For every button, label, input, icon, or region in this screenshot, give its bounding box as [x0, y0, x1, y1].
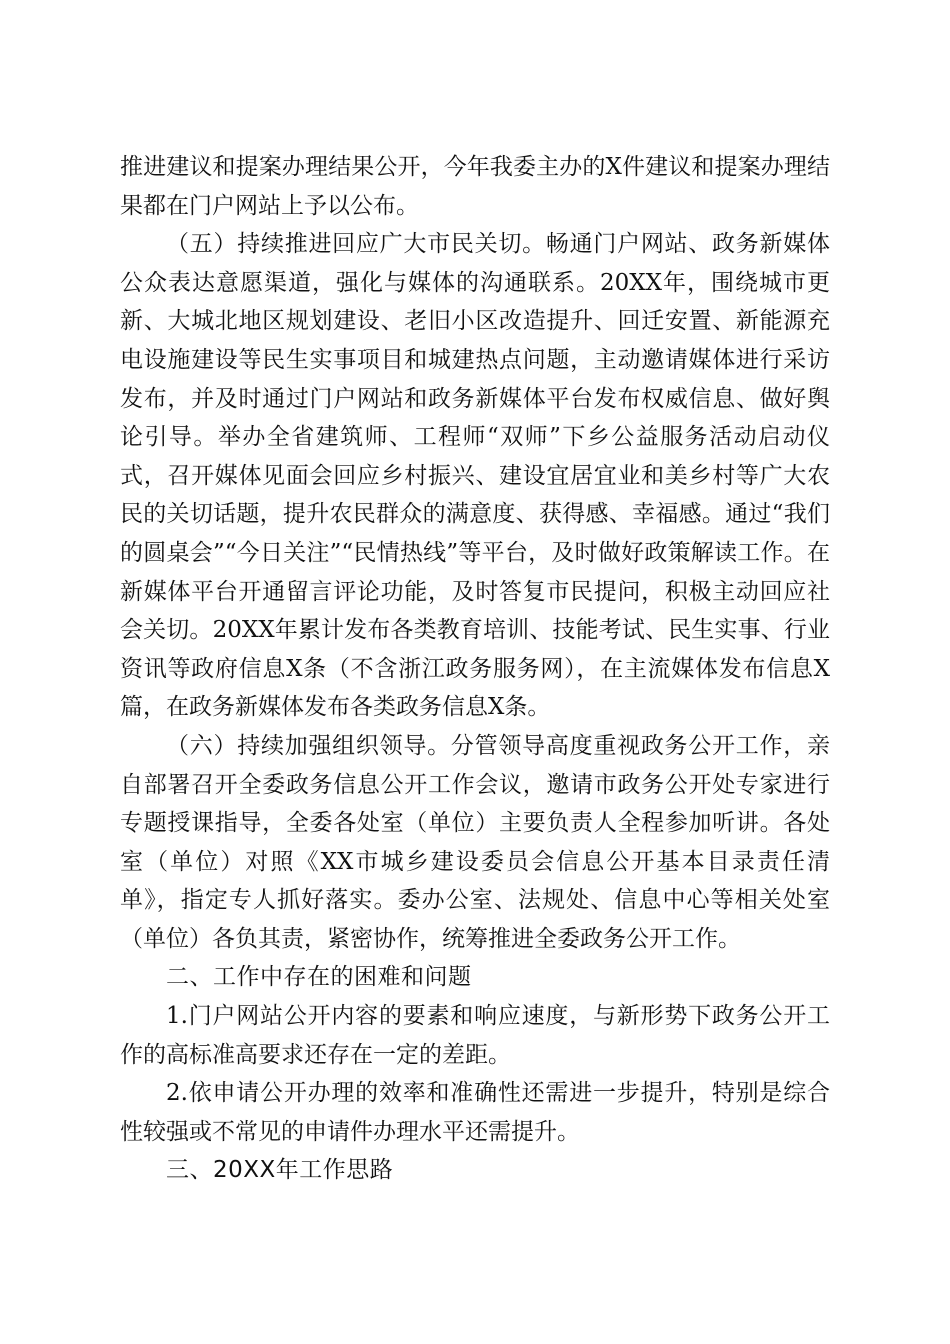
problem-item-1: 1.门户网站公开内容的要素和响应速度，与新形势下政务公开工作的高标准高要求还存在一定的差距。 [120, 1003, 830, 1068]
paragraph-item-5: （五）持续推进回应广大市民关切。畅通门户网站、政务新媒体公众表达意愿渠道，强化与媒体的沟通联系。20XX年，围绕城市更新、大城北地区规划建设、老旧小区改造提升、回迁安置、新能源充电设施建设等民生实事项目和城建热点问题，主动邀请媒体进行采访发布，并及时通过门户网站和政务新媒体平台发布权威信息、做好舆论引导。举办全省建筑师、工程师“双师”下乡公益服务活动启动仪式，召开媒体见面会回应乡村振兴、建设宜居宜业和美乡村等广大农民的关切话题，提升农民群众的满意度、获得感、幸福感。通过“我们的圆桌会”“今日关注”“民情热线”等平台，及时做好政策解读工作。在新媒体平台开通留言评论功能，及时答复市民提问，积极主动回应社会关切。20XX年累计发布各类教育培训、技能考试、民生实事、行业资讯等政府信息X条（不含浙江政务服务网），在主流媒体发布信息X篇，在政务新媒体发布各类政务信息X条。 [120, 231, 830, 721]
section-three-heading: 三、20XX年工作思路 [166, 1157, 394, 1184]
document-body [120, 148, 830, 1190]
paragraph-item-6: （六）持续加强组织领导。分管领导高度重视政务公开工作，亲自部署召开全委政务信息公开工作会议，邀请市政务公开处专家进行专题授课指导，全委各处室（单位）主要负责人全程参加听讲。各处室（单位）对照《XX市城乡建设委员会信息公开基本目录责任清单》，指定专人抓好落实。委办公室、法规处、信息中心等相关处室（单位）各负其责，紧密协作，统筹推进全委政务公开工作。 [120, 732, 830, 952]
problem-item-2: 2.依申请公开办理的效率和准确性还需进一步提升，特别是综合性较强或不常见的申请件办理水平还需提升。 [120, 1080, 830, 1145]
paragraph-continuation: 推进建议和提案办理结果公开，今年我委主办的X件建议和提案办理结果都在门户网站上予以公布。 [120, 154, 830, 219]
section-two-heading: 二、工作中存在的困难和问题 [166, 964, 472, 991]
